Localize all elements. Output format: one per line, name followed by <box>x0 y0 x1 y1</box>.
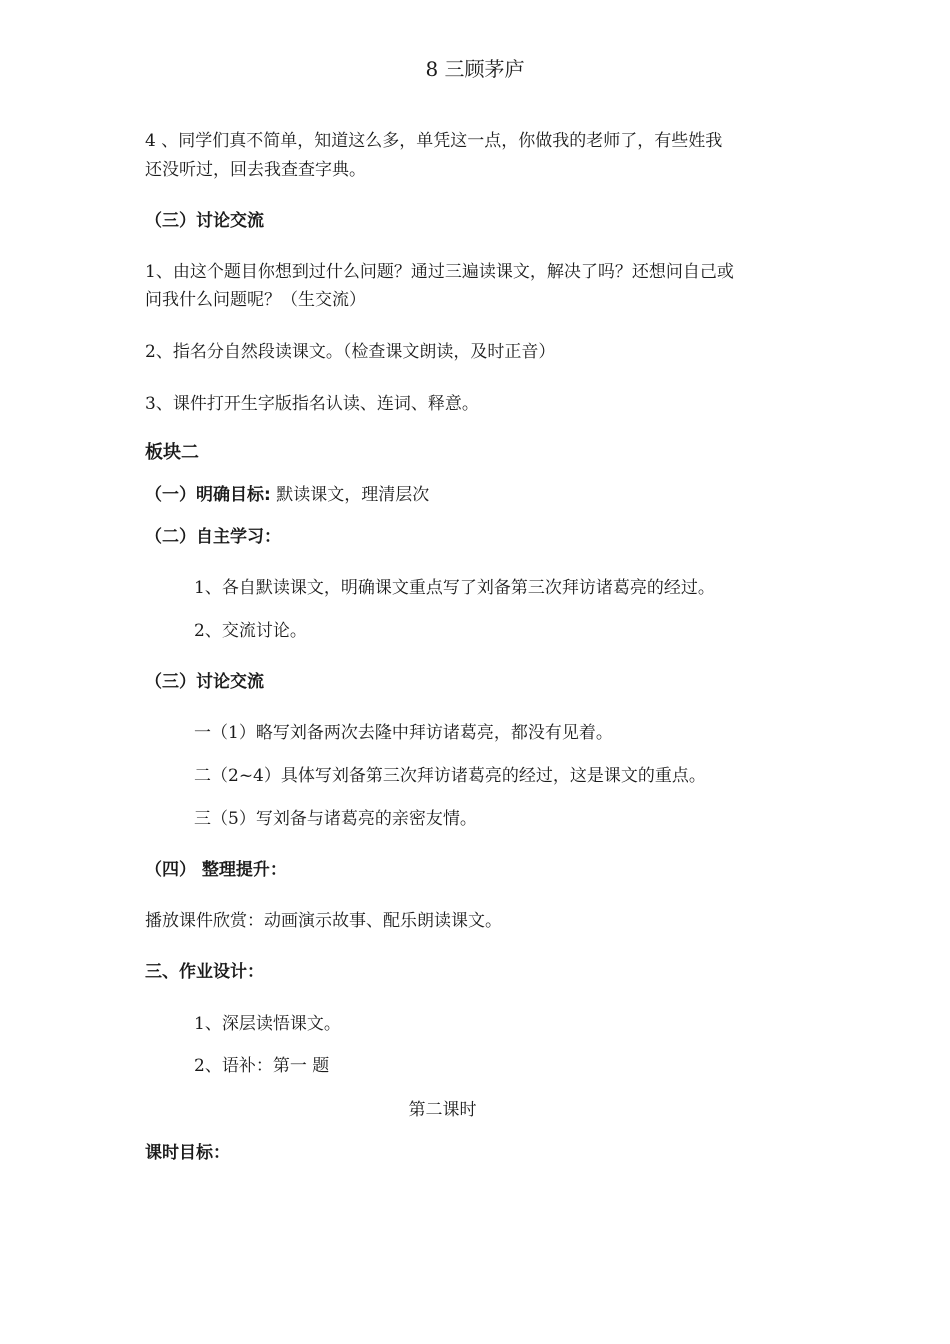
section-heading: 课时目标： <box>145 1143 230 1163</box>
list-item: 一（1）略写刘备两次去隆中拜访诸葛亮，都没有见着。 <box>194 723 613 743</box>
paragraph-line: 2、指名分自然段读课文。（检查课文朗读，及时正音） <box>145 342 556 362</box>
list-item: 2、交流讨论。 <box>194 621 307 641</box>
section-heading: （二）自主学习： <box>145 527 281 547</box>
goal-line <box>145 484 429 506</box>
goal-text: 默读课文，理清层次 <box>270 485 430 505</box>
lesson-heading: 第二课时 <box>408 1100 477 1120</box>
section-heading: （三）讨论交流 <box>145 211 264 231</box>
paragraph-line: 还没听过，回去我查查字典。 <box>145 160 366 180</box>
goal-label: （一）明确目标: <box>145 485 271 505</box>
list-item: 1、各自默读课文，明确课文重点写了刘备第三次拜访诸葛亮的经过。 <box>194 578 715 598</box>
paragraph-line: 3、课件打开生字版指名认读、连词、释意。 <box>145 394 479 414</box>
section-heading: 三、作业设计： <box>145 962 264 982</box>
paragraph-line: 4 、同学们真不简单，知道这么多，单凭这一点，你做我的老师了，有些姓我 <box>145 131 723 151</box>
document-title: 8 三顾茅庐 <box>425 57 525 81</box>
block-heading: 板块二 <box>145 442 199 463</box>
paragraph-line: 播放课件欣赏：动画演示故事、配乐朗读课文。 <box>145 911 502 931</box>
list-item: 1、深层读悟课文。 <box>194 1014 341 1034</box>
section-heading: （三）讨论交流 <box>145 672 264 692</box>
list-item: 二（2~4）具体写刘备第三次拜访诸葛亮的经过，这是课文的重点。 <box>194 766 706 786</box>
paragraph-line: 1、由这个题目你想到过什么问题？通过三遍读课文，解决了吗？还想问自己或 <box>145 262 734 282</box>
list-item: 三（5）写刘备与诸葛亮的亲密友情。 <box>194 809 477 829</box>
list-item: 2、语补：第一 题 <box>194 1056 330 1076</box>
paragraph-line: 问我什么问题呢？（生交流） <box>145 290 366 310</box>
section-heading: （四） 整理提升： <box>145 860 287 880</box>
